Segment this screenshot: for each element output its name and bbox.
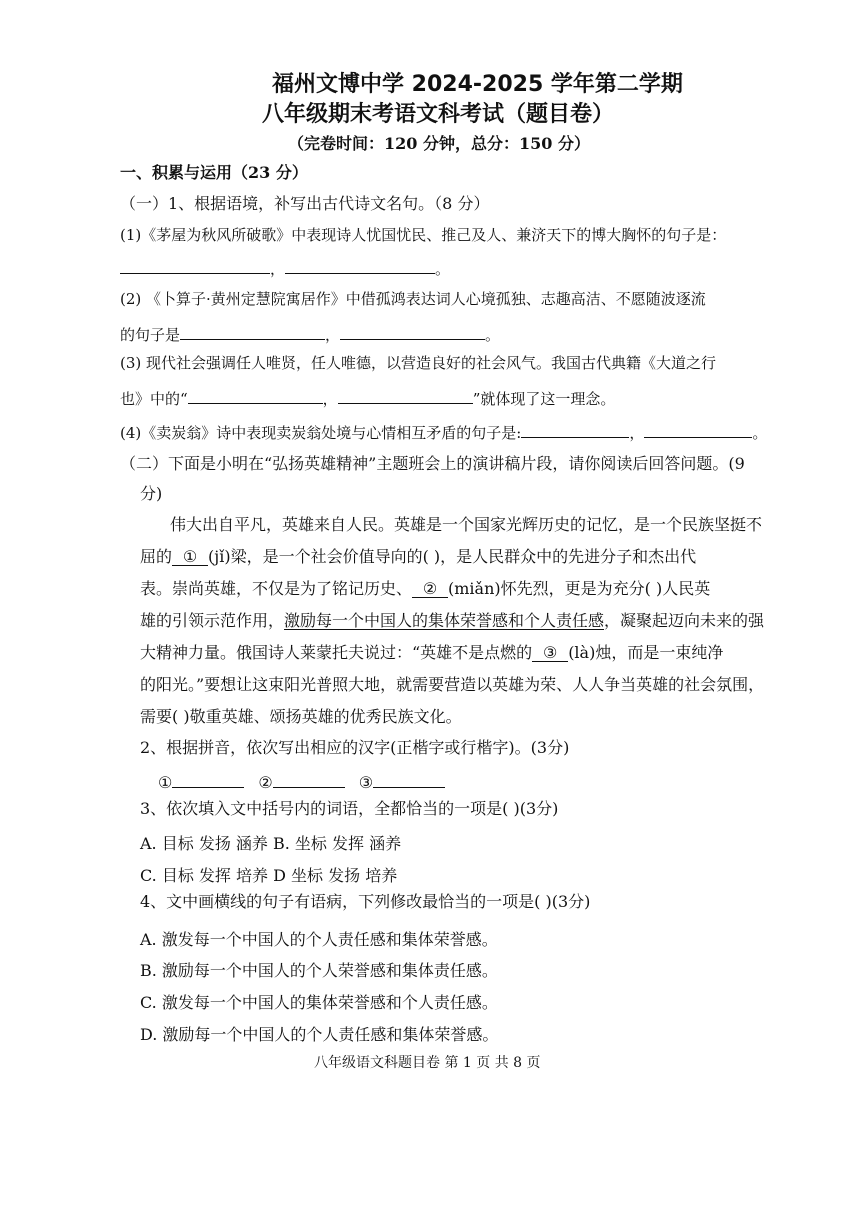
- blank-marker-2[interactable]: ②: [412, 581, 448, 598]
- answer-blank[interactable]: [644, 422, 752, 438]
- question-4-option-a: A. 激发每一个中国人的个人责任感和集体荣誉感。: [140, 930, 498, 949]
- exam-subtitle: （完卷时间：120 分钟，总分：150 分）: [288, 134, 590, 153]
- question-4-option-b: B. 激励每一个中国人的个人荣誉感和集体责任感。: [140, 961, 498, 980]
- passage-line-7: 需要( )敬重英雄、颂扬英雄的优秀民族文化。: [140, 707, 462, 726]
- answer-blank[interactable]: [188, 388, 323, 404]
- part1-heading: （一）1、根据语境，补写出古代诗文名句。（8 分）: [120, 194, 490, 213]
- section1-heading: 一、积累与运用（23 分）: [120, 163, 308, 182]
- answer-blank[interactable]: [172, 772, 244, 788]
- question-1-3-answer-line: 也》中的“ ， ”就体现了这一理念。: [120, 390, 616, 408]
- question-1-2: (2) 《卜算子·黄州定慧院寓居作》中借孤鸿表达词人心境孤独、志趣高洁、不愿随波逐流: [120, 290, 706, 308]
- passage-line-5: 大精神力量。俄国诗人莱蒙托夫说过：“英雄不是点燃的 ③ (là)烛，而是一束纯净: [140, 643, 724, 662]
- part2-heading: （二）下面是小明在“弘扬英雄精神”主题班会上的演讲稿片段，请你阅读后回答问题。(9: [120, 454, 745, 473]
- answer-blank[interactable]: [338, 388, 473, 404]
- page-footer: 八年级语文科题目卷 第 1 页 共 8 页: [314, 1055, 541, 1071]
- answer-blank[interactable]: [120, 258, 270, 274]
- passage-line-4: 雄的引领示范作用，激励每一个中国人的集体荣誉感和个人责任感，凝聚起迈向未来的强: [140, 611, 765, 630]
- question-4-option-d: D. 激励每一个中国人的个人责任感和集体荣誉感。: [140, 1025, 499, 1044]
- exam-title-line2: 八年级期末考语文科考试（题目卷）: [262, 102, 615, 127]
- question-1-4: (4)《卖炭翁》诗中表现卖炭翁处境与心情相互矛盾的句子是: ， 。: [120, 424, 768, 442]
- answer-blank[interactable]: [180, 324, 325, 340]
- question-3-options-ab: A. 目标 发扬 涵养 B. 坐标 发挥 涵养: [140, 834, 402, 853]
- answer-blank[interactable]: [373, 772, 445, 788]
- question-4-option-c: C. 激发每一个中国人的集体荣誉感和个人责任感。: [140, 993, 498, 1012]
- answer-blank[interactable]: [285, 258, 435, 274]
- question-3: 3、依次填入文中括号内的词语，全都恰当的一项是( )(3分): [140, 799, 559, 818]
- question-4: 4、文中画横线的句子有语病，下列修改最恰当的一项是( )(3分): [140, 892, 591, 911]
- answer-blank[interactable]: [521, 422, 629, 438]
- answer-blank[interactable]: [273, 772, 345, 788]
- blank-marker-1[interactable]: ①: [172, 549, 208, 566]
- question-2: 2、根据拼音，依次写出相应的汉字(正楷字或行楷字)。(3分): [140, 738, 570, 757]
- question-2-answer-line: ① ② ③: [158, 772, 445, 791]
- question-1-3: (3) 现代社会强调任人唯贤，任人唯德，以营造良好的社会风气。我国古代典籍《大道之行: [120, 354, 717, 372]
- exam-title-line1: 福州文博中学 2024-2025 学年第二学期: [272, 72, 683, 97]
- question-1-1: (1)《茅屋为秋风所破歌》中表现诗人忧国忧民、推己及人、兼济天下的博大胸怀的句子是：: [120, 226, 727, 244]
- passage-line-2: 屈的 ① (jǐ)梁，是一个社会价值导向的( )，是人民群众中的先进分子和杰出代: [140, 547, 697, 566]
- question-3-options-cd: C. 目标 发挥 培养 D 坐标 发扬 培养: [140, 866, 398, 885]
- blank-marker-3[interactable]: ③: [532, 645, 568, 662]
- answer-blank[interactable]: [340, 324, 485, 340]
- part2-heading-cont: 分): [140, 484, 163, 503]
- passage-line-1: 伟大出自平凡，英雄来自人民。英雄是一个国家光辉历史的记忆，是一个民族坚挺不: [170, 515, 763, 534]
- question-1-2-answer-line: 的句子是 ， 。: [120, 326, 501, 344]
- passage-line-3: 表。崇尚英雄，不仅是为了铭记历史、 ② (miǎn)怀先烈，更是为充分( )人民英: [140, 579, 711, 598]
- underlined-sentence: 激励每一个中国人的集体荣誉感和个人责任感: [284, 611, 605, 630]
- passage-line-6: 的阳光。”要想让这束阳光普照大地，就需要营造以英雄为荣、人人争当英雄的社会氛围，: [140, 675, 765, 694]
- question-1-1-answer-line: ， 。: [120, 258, 450, 277]
